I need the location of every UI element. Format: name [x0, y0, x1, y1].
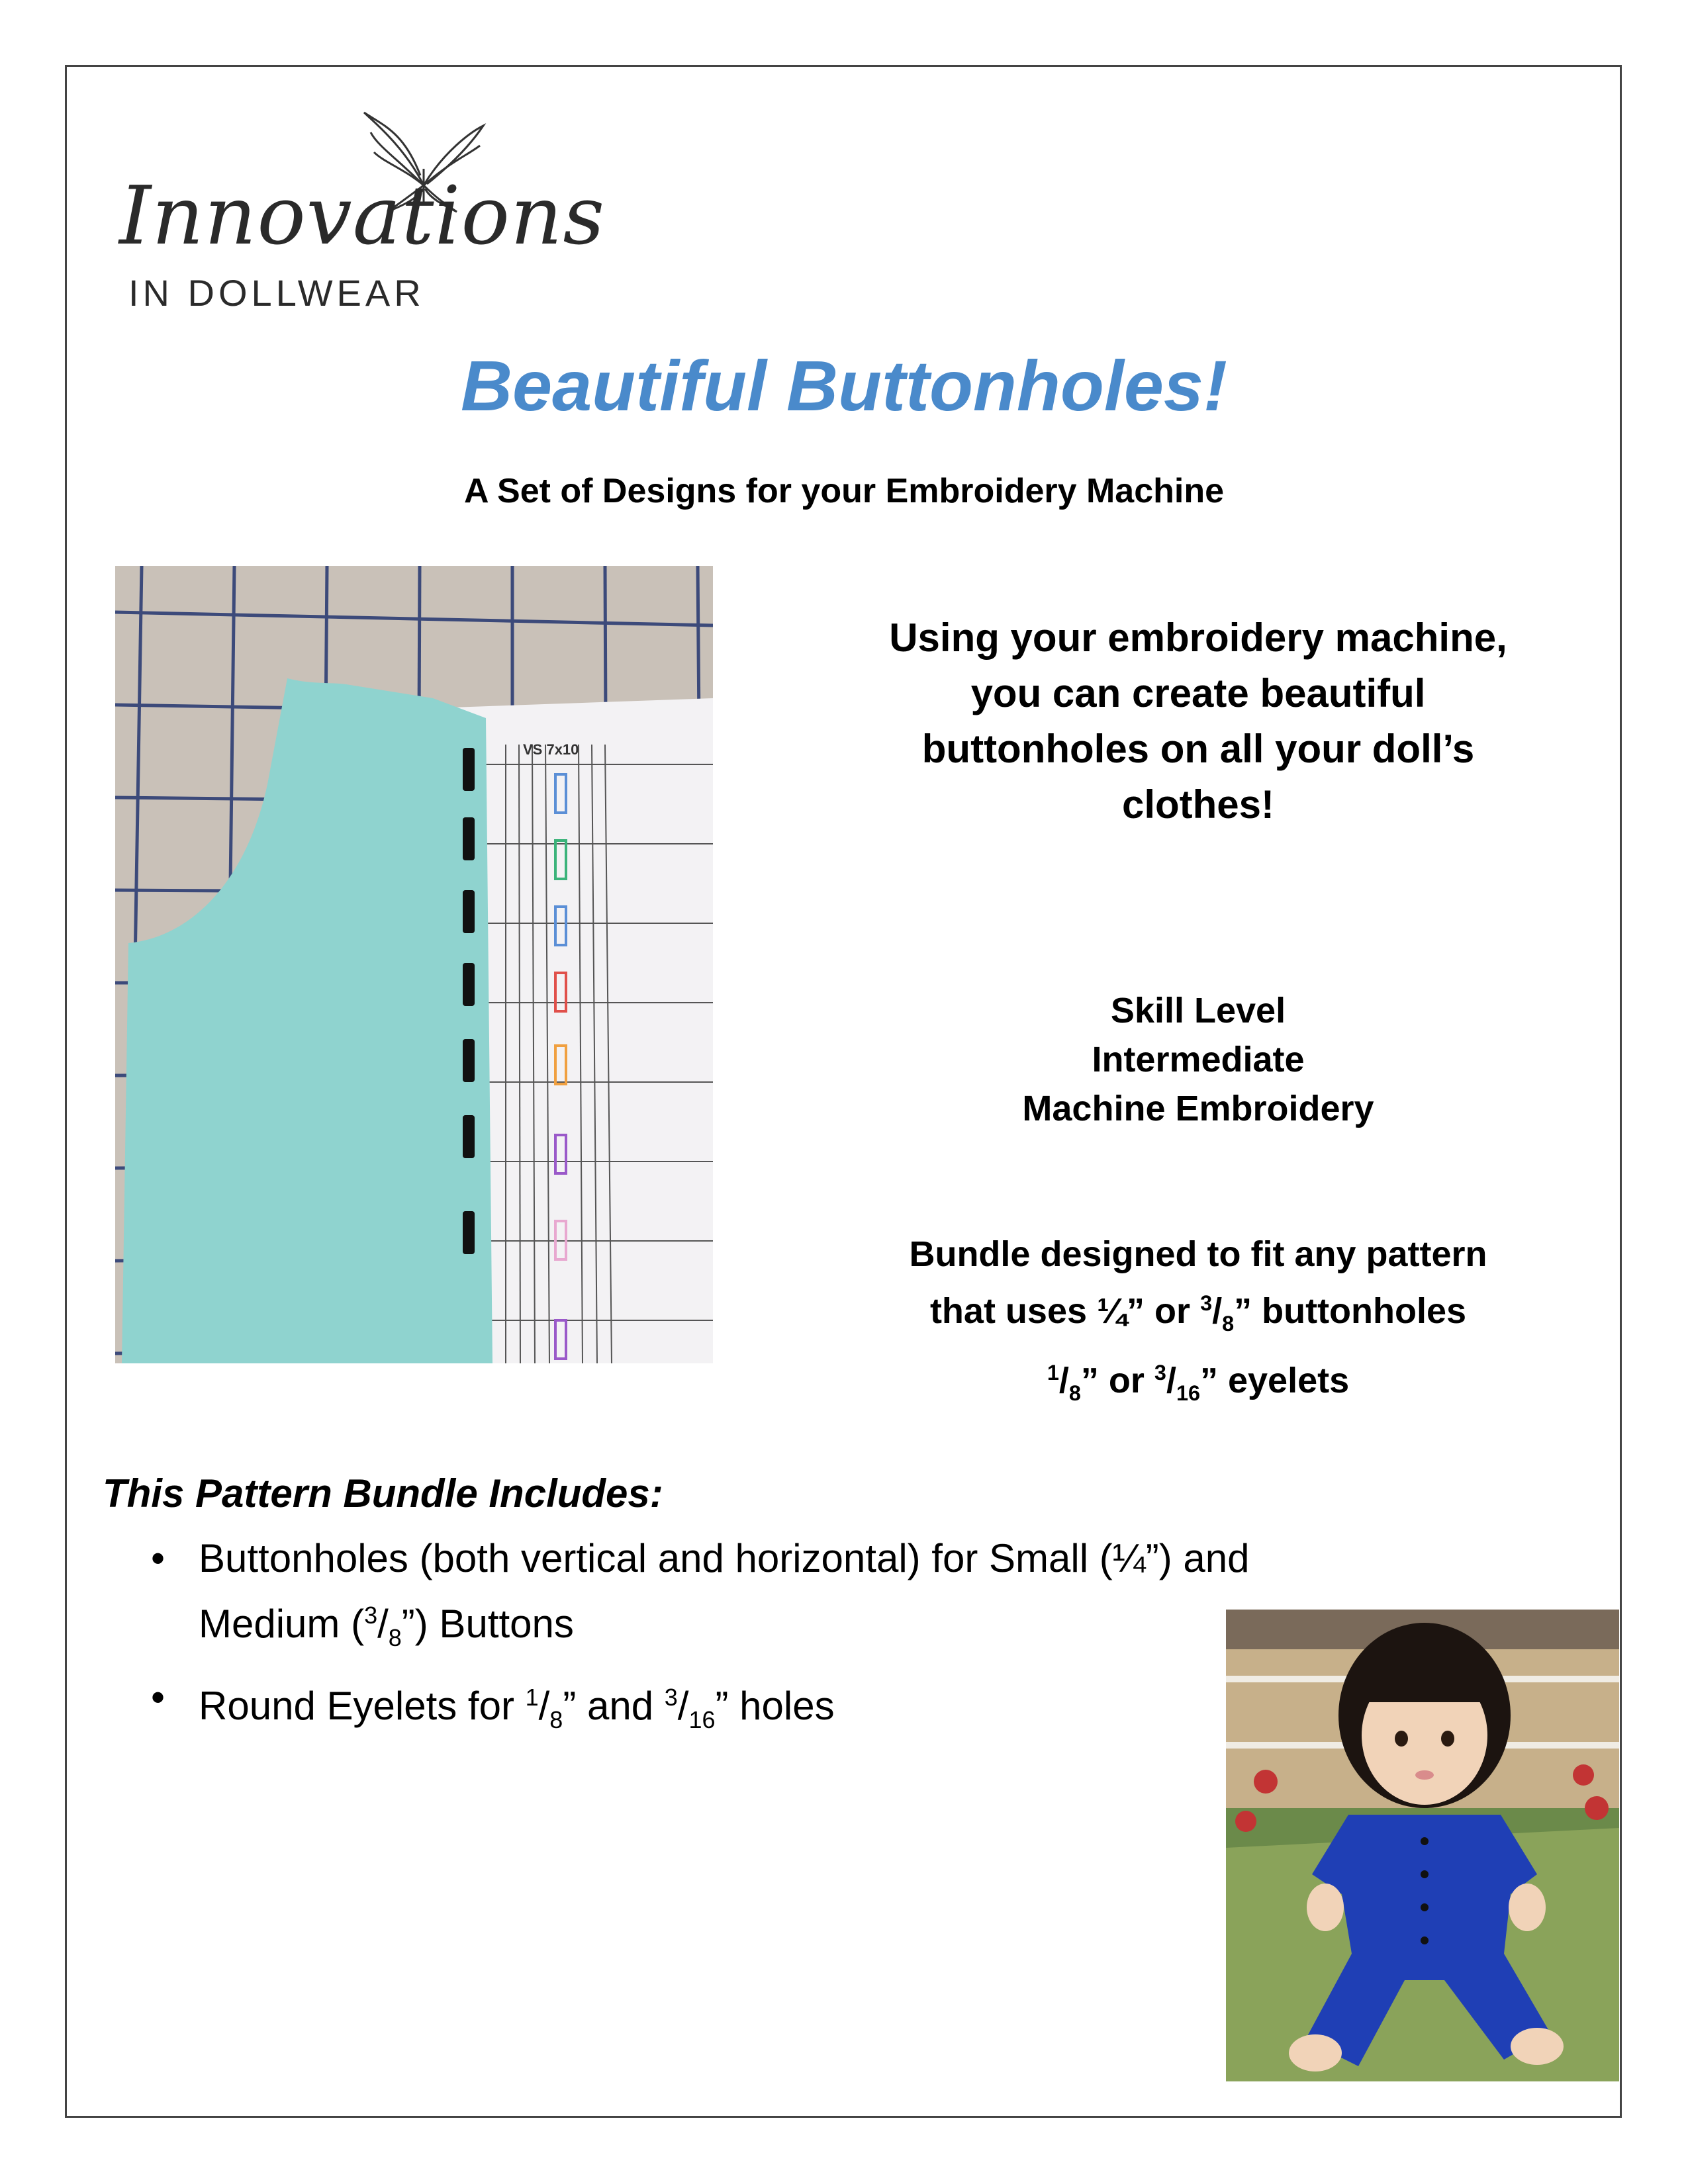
skill-category: Machine Embroidery — [1022, 1089, 1374, 1128]
brand-logo — [119, 106, 606, 324]
logo-script-text: Innovations — [119, 169, 606, 263]
skill-heading: Skill Level — [1110, 991, 1286, 1030]
skill-level: Intermediate — [1092, 1040, 1305, 1079]
bundle-line-1: Bundle designed to fit any pattern — [909, 1234, 1487, 1274]
sheet-label: VS 7x10 — [523, 741, 579, 758]
list-item: • Buttonholes (both vertical and horizontal) for Small (¼”) and Medium $(^3/_8”)$ Buttons — [151, 1530, 1395, 1666]
page-title: Beautiful Buttonholes! — [461, 345, 1227, 426]
bundle-line-2: that uses ¼” or $^3/_8$” buttonholes — [929, 1291, 1467, 1336]
bundle-fit-block — [821, 1230, 1575, 1418]
bullet-icon: • — [151, 1675, 165, 1719]
includes-list — [151, 1530, 1395, 1751]
bundle-line-3: $^1/_8$” or $^3/_{16}$” eyelets — [1047, 1360, 1350, 1405]
intro-line: clothes! — [1121, 782, 1275, 827]
list-item: • Round Eyelets for $^1/_8$” and $^3/_{16}$” holes — [151, 1669, 1395, 1749]
bullet-icon: • — [151, 1536, 165, 1580]
fabric-buttonhole-photo — [115, 566, 713, 1363]
intro-line: Using your embroidery machine, — [889, 615, 1507, 660]
intro-line: buttonholes on all your doll’s — [921, 727, 1475, 771]
includes-heading: This Pattern Bundle Includes: — [103, 1471, 663, 1516]
skill-level-block — [821, 986, 1575, 1133]
doll-photo — [1226, 1610, 1619, 2081]
intro-line: you can create beautiful — [970, 671, 1426, 715]
logo-subtitle: IN DOLLWEAR — [128, 272, 425, 314]
intro-text — [821, 610, 1575, 833]
page-subtitle: A Set of Designs for your Embroidery Machine — [463, 472, 1225, 510]
